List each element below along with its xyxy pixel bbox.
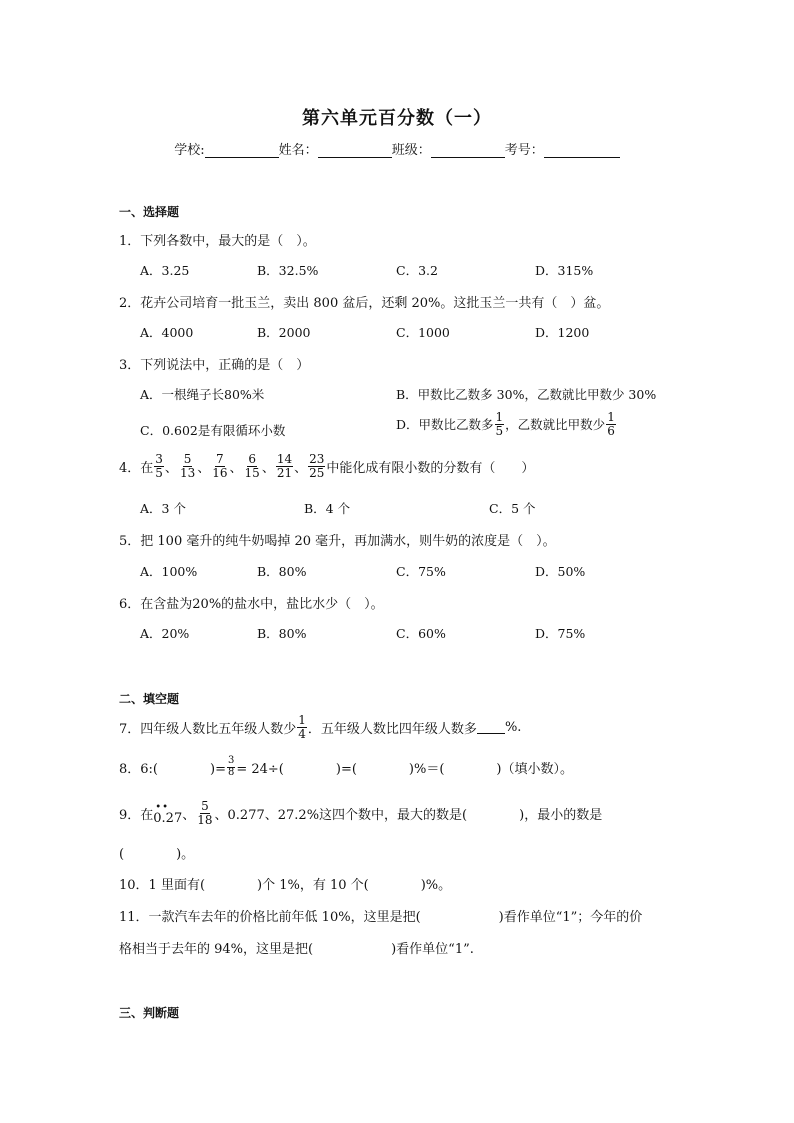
q8-text-post: = 24÷( )=( )%＝( )（填小数）。 [236, 761, 573, 777]
repeating-decimal-value: 0.27 [153, 810, 183, 826]
q1-option-a[interactable]: A．3.25 [140, 263, 190, 278]
fraction-numerator: 1 [495, 410, 504, 424]
exam-number-label: 考号： [504, 143, 544, 158]
question-9-line-2: ( )。 [119, 847, 195, 862]
fraction-denominator: 16 [212, 465, 228, 480]
q5-option-c[interactable]: C．75% [396, 564, 446, 579]
school-field[interactable] [205, 143, 279, 158]
fraction-denominator: 6 [607, 423, 615, 438]
q8-text-pre: 8．6:( )= [119, 761, 226, 777]
separator: 、 [164, 460, 178, 476]
repeat-dots: •• [155, 801, 170, 813]
question-7 [119, 714, 521, 740]
repeating-decimal [153, 801, 183, 826]
q3-option-a[interactable]: A．一根绳子长80%米 [140, 387, 265, 402]
page-title: 第六单元百分数（一） [302, 108, 492, 129]
separator: 、 [294, 460, 308, 476]
question-9 [119, 800, 602, 826]
q5-option-a[interactable]: A．100% [140, 564, 198, 579]
fraction-denominator: 21 [276, 465, 293, 480]
q9-text-pre: 9．在 [119, 807, 154, 823]
fraction [179, 453, 196, 479]
q4-option-b[interactable]: B．4 个 [304, 501, 351, 516]
section-heading-choice: 一、选择题 [119, 205, 180, 219]
fraction [495, 411, 505, 437]
fraction-numerator: 3 [227, 755, 235, 766]
question-8 [119, 756, 573, 778]
fraction [244, 453, 261, 479]
fraction [196, 800, 213, 826]
fraction-numerator: 14 [276, 452, 293, 466]
fraction-denominator: 18 [197, 812, 213, 827]
q1-option-b[interactable]: B．32.5% [257, 263, 319, 278]
fraction [211, 453, 228, 479]
fraction-denominator: 8 [227, 766, 235, 778]
q5-option-d[interactable]: D．50% [535, 564, 586, 579]
fraction-numerator: 23 [309, 452, 325, 466]
q3-option-c[interactable]: C．0.602是有限循环小数 [140, 423, 286, 438]
question-11-line-1: 11．一款汽车去年的价格比前年低 10%，这里是把( )看作单位“1”；今年的价 [119, 910, 643, 925]
question-11-line-2: 格相当于去年的 94%，这里是把( )看作单位“1”. [119, 942, 474, 957]
q2-option-a[interactable]: A．4000 [140, 325, 194, 340]
fraction [276, 453, 293, 479]
q9-text-post: 、0.277、27.2%这四个数中，最大的数是( )，最小的数是 [214, 807, 603, 823]
q4-option-a[interactable]: A．3 个 [140, 501, 186, 516]
q3-option-b[interactable]: B．甲数比乙数多 30%，乙数就比甲数少 30% [396, 387, 657, 402]
fraction-numerator: 5 [201, 799, 209, 813]
q4-text-post: 中能化成有限小数的分数有（ ） [326, 460, 535, 476]
q4-option-c[interactable]: C．5 个 [489, 501, 536, 516]
q3-d-text-2: ，乙数就比甲数少 [505, 417, 606, 433]
q7-text-tail: %. [504, 719, 522, 735]
question-4 [119, 453, 534, 479]
fraction-denominator: 5 [495, 423, 504, 438]
student-info-line [0, 139, 794, 158]
separator: 、 [197, 460, 211, 476]
name-field[interactable] [318, 143, 392, 158]
q6-option-d[interactable]: D．75% [535, 626, 586, 641]
question-10: 10．1 里面有( )个 1%，有 10 个( )%。 [119, 878, 452, 893]
class-label: 班级： [391, 143, 431, 158]
fraction-numerator: 1 [298, 713, 306, 727]
q1-option-c[interactable]: C．3.2 [396, 263, 438, 278]
fraction-denominator: 25 [309, 465, 325, 480]
question-5: 5．把 100 毫升的纯牛奶喝掉 20 毫升，再加满水，则牛奶的浓度是（ ）。 [119, 534, 556, 549]
fraction-denominator: 13 [179, 465, 196, 480]
section-heading-fill: 二、填空题 [119, 692, 180, 706]
q7-text-pre: 7．四年级人数比五年级人数少 [119, 721, 297, 737]
question-6: 6．在含盐为20%的盐水中，盐比水少（ ）。 [119, 597, 384, 612]
fraction-numerator: 5 [183, 452, 192, 466]
class-field[interactable] [431, 143, 505, 158]
q6-option-b[interactable]: B．80% [257, 626, 307, 641]
q2-option-d[interactable]: D．1200 [535, 325, 590, 340]
separator: 、 [182, 807, 196, 823]
fraction [154, 453, 164, 479]
separator: 、 [261, 460, 275, 476]
q7-text-post: ．五年级人数比四年级人数多 [307, 721, 477, 737]
question-3: 3．下列说法中，正确的是（ ） [119, 358, 310, 373]
fraction [227, 756, 235, 778]
question-1: 1．下列各数中，最大的是（ ）。 [119, 234, 316, 249]
q1-option-d[interactable]: D．315% [535, 263, 594, 278]
fraction [308, 453, 325, 479]
q4-text-pre: 4．在 [119, 460, 154, 476]
question-2: 2．花卉公司培育一批玉兰，卖出 800 盆后，还剩 20%。这批玉兰一共有（ ）盆。 [119, 296, 610, 311]
q3-option-d[interactable] [396, 411, 617, 437]
fraction-numerator: 1 [607, 410, 615, 424]
fraction-denominator: 5 [155, 465, 163, 480]
fraction-numerator: 6 [248, 452, 256, 466]
name-label: 姓名： [278, 143, 318, 158]
q5-option-b[interactable]: B．80% [257, 564, 307, 579]
q2-option-b[interactable]: B．2000 [257, 325, 311, 340]
fraction-numerator: 7 [216, 452, 224, 466]
fraction-denominator: 15 [244, 465, 260, 480]
fraction-denominator: 4 [298, 726, 306, 741]
school-label: 学校: [174, 143, 205, 158]
answer-blank[interactable] [477, 721, 505, 734]
section-heading-judge: 三、判断题 [119, 1006, 180, 1020]
exam-number-field[interactable] [544, 143, 620, 158]
q2-option-c[interactable]: C．1000 [396, 325, 450, 340]
fraction [297, 714, 307, 740]
fraction [606, 411, 616, 437]
q3-d-text-1: D．甲数比乙数多 [396, 417, 494, 433]
fraction-numerator: 3 [155, 452, 163, 466]
q6-option-a[interactable]: A．20% [140, 626, 190, 641]
q6-option-c[interactable]: C．60% [396, 626, 446, 641]
separator: 、 [229, 460, 243, 476]
